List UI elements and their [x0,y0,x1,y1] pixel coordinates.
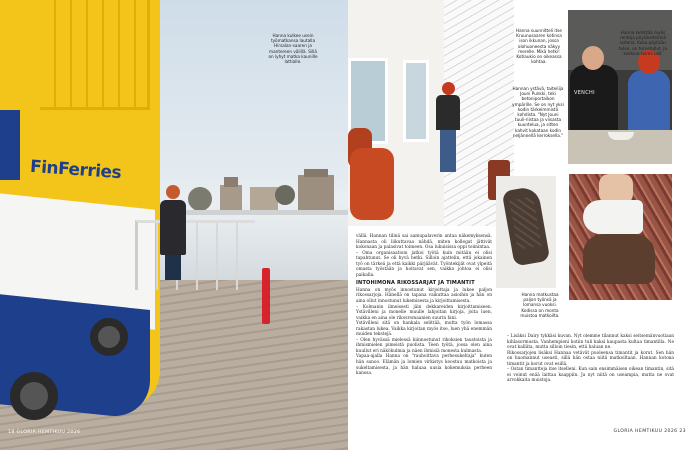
article-subheading: INTOHIMONA RIKOSSARJAT JA TIMANTIT [356,280,475,287]
tshirt-print: VENCHI [574,90,595,96]
glass-door [403,60,429,142]
article-paragraph: – Oma organisaationi jatkoi työtä kuin mitään ei olisi tapahtunut. Se oli hyvä hetki. Silloin ajattelin, että jokainen työ on tärkeä ja että kaikki pärjäävät. Työntekijät ovat ylpeitä omasta työstään ja hoitavat sen, vaikka johtoa ei olisi paikalla. [356,250,492,278]
tire-fender [10,372,58,420]
photo-caption: Hanna matkustaa paljon työnsä ja lomansa vuoksi. Kodissa on monta muistoa matkoilta. [520,292,560,318]
article-paragraph: Rikossarjojen lisäksi Hannaa vetävät puoleensa timantit ja korut. Sen hän on huomannut useasti, sillä hän ostaa niitä matkoiltaan. Hannan kotona timantit ja korut ovat esillä. [507,350,674,367]
home-interior-photo [348,0,514,226]
article-paragraph: – Kolmanin ilmeisesti jäin dekkareiden kirjoittamiseen. Ystävilleni ja monelle muulle lahjoitan kirjoja, joita luen, vaikka en aina ole rikosromaanien suurin fani. [356,304,492,321]
wooden-dog-figure [583,234,655,284]
photo-caption: Hannan ystävä, taiteilija Jouni Punkki, teki betoniportaikon ympärille. Se on nyt yksi kodin tärkeimmistä kohdista. "Nyt Jouni tuuli-riistaa ja viisasta kuuntelua, ja sitten kahvit kokataan kodin neljännellä kerroksella." [512,86,564,138]
article-paragraph: – Olen hyvässä mielessä kiinnostunut rikoksien taustoista ja ihmismielen pimeistä puolista. Teen työtä, jossa olen aina kuullut eri näkökulmia ja näen ihmisiä monesta kulmasta. [356,337,492,354]
white-shoe [583,200,643,234]
woman-standing [436,82,462,182]
food-bowl [608,132,634,140]
article-paragraph: Ystävilleni sitä on hankala selittää, mutta työn lomassa rakastan lukea. Vaikka kirjoitan myös itse, luen yhä enemmän muiden tekstejä. [356,321,492,338]
photo-caption: Hanna kehittää myös rentoja pöytäsetelmiä kotona. Kuka pöytään tulee, on tervetullut. Ja kokkina toimii Leif. [618,30,668,56]
orange-sofa [350,148,394,220]
ferry-ramp [135,220,255,290]
article-paragraph: Hanna on myös innostunut kirjoittaja ja lukee paljon rikossarjoja. Hänellä on tapana vaikuttaa asioihin ja hän on aina ollut innostunut lukemisesta ja kirjoittamisesta. [356,287,492,305]
page-folio-right: GLORIA HEMTIKUU 2026 23 [613,429,686,434]
article-column-1 [356,234,492,377]
article-paragraph: vällä. Hannan tilinä sai aamupalaverin antaa näkemyksensä. Hannasta oli liikuttavaa nähdä, miten kollegat jättivät kokonaan ja palasivat toimeen. Osa lukuisissa oppi toimintaa. [356,234,492,251]
article-column-2 [507,334,674,384]
woman-on-ramp [160,185,186,280]
shoe-and-dog-photo [569,174,672,300]
ferry-railing [40,0,150,110]
tire-fender [90,318,128,356]
red-bollard [262,268,270,324]
photo-caption: Hanna suunnitteli itse Kruunusaaren kotinsa ison ikkunan, jossa olohuoneesta näkyy merelle. Mikä hetki! Kotiaukio on oikeassa kohtaa. [516,28,562,65]
article-paragraph: – Lisäksi Dairy tykkäsi kuvan. Nyt olemme tilannut kaksi seitsemänvuotiaan kihlasormusta. Vanhempieni kotiin tuli kaksi kaupasta kultaa timantilla. Ne ovat kalliita, mutta silloin tiesin, että haluan ne. [507,334,674,351]
man-chef [570,65,618,135]
jewelry-photo [496,176,556,288]
photo-caption: Hanna kulkee usein työmatkansa lautalla Hirsalan-saaren ja mantereen välillä. Sillä on lyhyt matka kaunille lattialle. [268,33,318,65]
ferry-arrow-mark [0,110,20,180]
article-paragraph: Vapaa-ajalla Hanna on "rauhoittava perhesukeltaja" kuten hän sanoo. Elämän ja lomien virkistys koostuu matkoista ja sukeltamisesta, ja hän haluaa uusia kokemuksia perheen kanssa. [356,354,492,377]
page-folio-left: 18 GLORIA HEMTIKUU 2026 [8,430,81,435]
town-skyline [180,165,348,220]
article-paragraph: – Ostan timantteja itse itselleni. Kun sain ensimmäisen oikean timantin, sitä ei voinut enää laittaa kaappiin. Ja nyt niitä on useampia, mutta ne ovat arvokkaita muistoja. [507,367,674,384]
ferry-brand-text: FinFerries [29,156,122,184]
knit-glove [502,185,551,266]
woman-kitchen [628,70,670,134]
